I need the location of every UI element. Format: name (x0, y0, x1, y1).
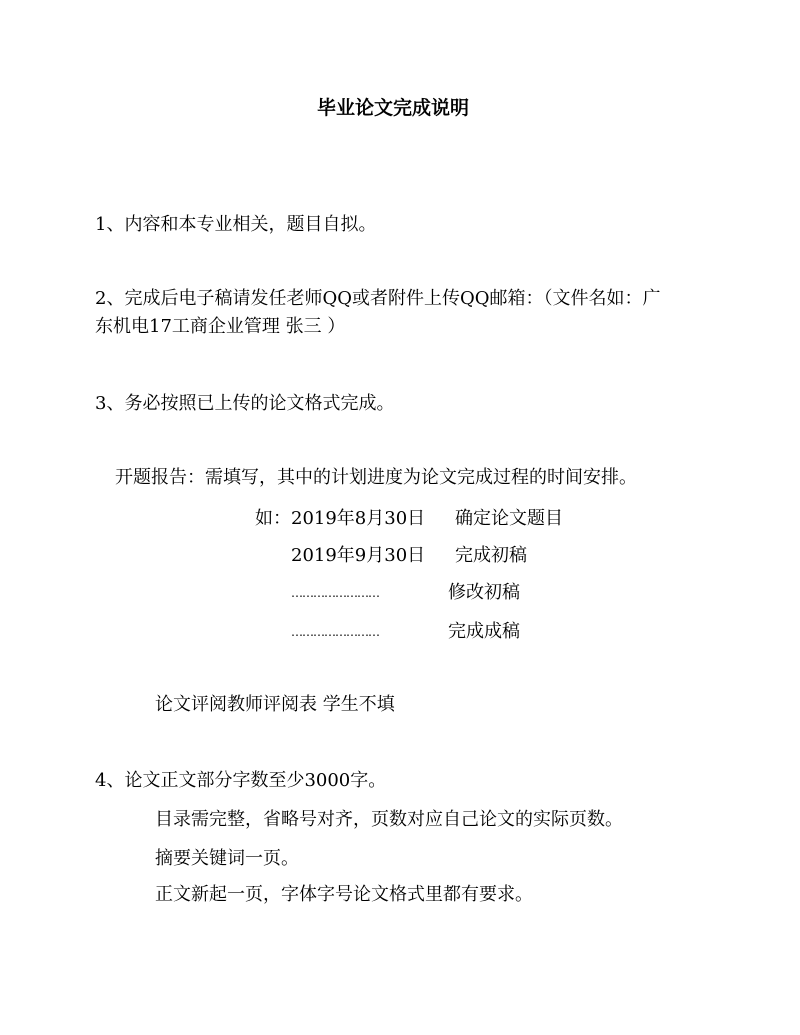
document-title: 毕业论文完成说明 (317, 97, 470, 119)
item-4-detail-2: 摘要关键词一页。 (155, 848, 299, 869)
schedule-date-2: 2019年9月30日 (291, 545, 426, 566)
schedule-date-4: …………………… (291, 625, 379, 639)
item-4: 4、论文正文部分字数至少3000字。 (95, 770, 387, 791)
schedule-date-3: …………………… (291, 586, 379, 600)
item-2-line-2: 东机电17工商企业管理 张三 ） (95, 316, 346, 337)
schedule-task-3: 修改初稿 (448, 582, 520, 603)
item-1: 1、内容和本专业相关，题目自拟。 (95, 214, 377, 235)
item-2-line-1: 2、完成后电子稿请发任老师QQ或者附件上传QQ邮箱：（文件名如：广 (95, 288, 661, 309)
schedule-task-1: 确定论文题目 (455, 508, 563, 529)
item-3: 3、务必按照已上传的论文格式完成。 (95, 393, 395, 414)
item-4-detail-1: 目录需完整，省略号对齐，页数对应自己论文的实际页数。 (155, 809, 623, 830)
schedule-date-1: 如：2019年8月30日 (255, 508, 426, 529)
schedule-task-2: 完成初稿 (455, 545, 527, 566)
proposal-note: 开题报告：需填写，其中的计划进度为论文完成过程的时间安排。 (115, 467, 637, 488)
item-4-detail-3: 正文新起一页，字体字号论文格式里都有要求。 (155, 884, 533, 905)
schedule-task-4: 完成成稿 (448, 621, 520, 642)
review-note: 论文评阅教师评阅表 学生不填 (155, 694, 395, 715)
